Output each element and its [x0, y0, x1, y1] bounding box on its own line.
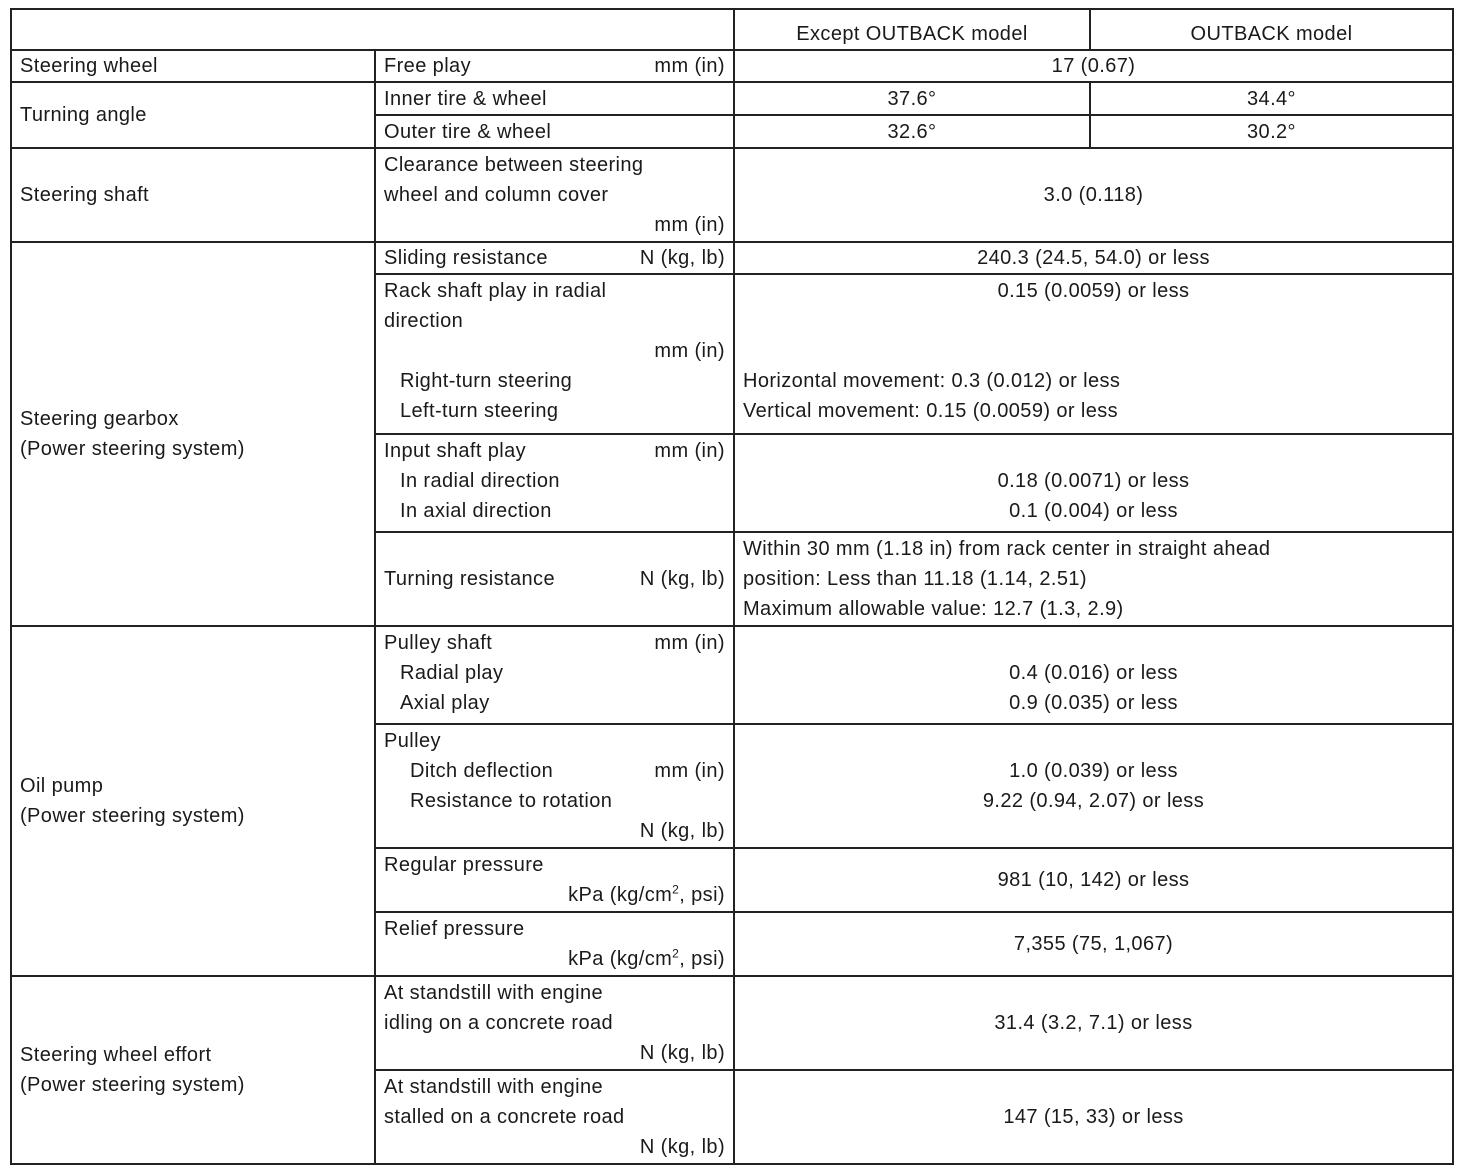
- ditch-deflection-item: Ditch deflection: [410, 760, 554, 782]
- turning-resistance-item-cell: [375, 532, 734, 626]
- steering-shaft-label: Steering shaft: [11, 148, 375, 242]
- relief-pressure-item-cell: [375, 912, 734, 976]
- free-play-item: Free play: [384, 55, 471, 77]
- header-outback: OUTBACK model: [1090, 9, 1453, 50]
- idling-item-line2: idling on a concrete road: [384, 1012, 614, 1034]
- relief-pressure-item: Relief pressure: [384, 918, 525, 940]
- inner-tire-except-value: 37.6°: [734, 82, 1090, 115]
- free-play-unit: mm (in): [654, 55, 725, 77]
- regular-pressure-value: 981 (10, 142) or less: [734, 848, 1453, 912]
- gearbox-label-line1: Steering gearbox: [20, 408, 179, 430]
- rack-shaft-unit: mm (in): [654, 340, 725, 362]
- turning-resistance-line2: position: Less than 11.18 (1.14, 2.51): [743, 568, 1087, 590]
- ditch-deflection-unit: mm (in): [654, 760, 725, 782]
- outer-tire-outback-value: 30.2°: [1090, 115, 1453, 148]
- sliding-resistance-value: 240.3 (24.5, 54.0) or less: [734, 242, 1453, 274]
- stalled-value: 147 (15, 33) or less: [734, 1070, 1453, 1164]
- pulley-shaft-item-cell: [375, 626, 734, 724]
- inner-tire-outback-value: 34.4°: [1090, 82, 1453, 115]
- clearance-value: 3.0 (0.118): [734, 148, 1453, 242]
- input-shaft-unit: mm (in): [654, 440, 725, 462]
- stalled-unit: N (kg, lb): [639, 1136, 725, 1158]
- regular-pressure-item-cell: [375, 848, 734, 912]
- oil-pump-label-cell: [11, 626, 375, 976]
- pulley-shaft-value-cell: [734, 626, 1453, 724]
- left-turn-steering: Left-turn steering: [400, 400, 559, 422]
- relief-pressure-value: 7,355 (75, 1,067): [734, 912, 1453, 976]
- rack-shaft-item-line1: Rack shaft play in radial: [384, 280, 607, 302]
- stalled-item-line2: stalled on a concrete road: [384, 1106, 625, 1128]
- pulley-shaft-item: Pulley shaft: [384, 632, 493, 654]
- effort-idling-item-cell: [375, 976, 734, 1070]
- turning-angle-inner-row: [11, 82, 1453, 115]
- effort-idling-row: [11, 976, 1453, 1070]
- sliding-resistance-row: [11, 242, 1453, 274]
- idling-unit: N (kg, lb): [639, 1042, 725, 1064]
- idling-value: 31.4 (3.2, 7.1) or less: [734, 976, 1453, 1070]
- steering-wheel-row: [11, 50, 1453, 82]
- axial-play-value: 0.9 (0.035) or less: [1009, 692, 1178, 714]
- turning-resistance-value-cell: [734, 532, 1453, 626]
- pulley-item-cell: [375, 724, 734, 848]
- pulley-shaft-unit: mm (in): [654, 632, 725, 654]
- free-play-value: 17 (0.67): [734, 50, 1453, 82]
- axial-play-item: Axial play: [400, 692, 490, 714]
- effort-stalled-item-cell: [375, 1070, 734, 1164]
- idling-item-line1: At standstill with engine: [384, 982, 604, 1004]
- radial-play-value: 0.4 (0.016) or less: [1009, 662, 1178, 684]
- steering-wheel-item-cell: [375, 50, 734, 82]
- rack-shaft-value-cell: [734, 274, 1453, 434]
- sliding-resistance-item-cell: [375, 242, 734, 274]
- input-shaft-item: Input shaft play: [384, 440, 527, 462]
- gearbox-label-cell: [11, 242, 375, 626]
- right-turn-steering: Right-turn steering: [400, 370, 573, 392]
- turning-resistance-item: Turning resistance: [384, 568, 555, 590]
- stalled-item-line1: At standstill with engine: [384, 1076, 604, 1098]
- input-axial-item: In axial direction: [400, 500, 552, 522]
- pulley-item: Pulley: [384, 730, 441, 752]
- pulley-shaft-row: [11, 626, 1453, 724]
- specifications-sheet: [10, 8, 1452, 1165]
- turning-resistance-line3: Maximum allowable value: 12.7 (1.3, 2.9): [743, 598, 1124, 620]
- regular-pressure-item: Regular pressure: [384, 854, 544, 876]
- turning-angle-label: Turning angle: [11, 82, 375, 148]
- turning-resistance-unit: N (kg, lb): [639, 568, 725, 590]
- sliding-resistance-item: Sliding resistance: [384, 247, 548, 269]
- outer-tire-except-value: 32.6°: [734, 115, 1090, 148]
- header-except-outback: Except OUTBACK model: [734, 9, 1090, 50]
- effort-label-line2: (Power steering system): [20, 1074, 245, 1096]
- sliding-resistance-unit: N (kg, lb): [639, 247, 725, 269]
- clearance-unit: mm (in): [654, 214, 725, 236]
- specifications-table: [10, 8, 1454, 1165]
- steering-shaft-item-cell: [375, 148, 734, 242]
- input-radial-value: 0.18 (0.0071) or less: [997, 470, 1190, 492]
- rack-shaft-value: 0.15 (0.0059) or less: [997, 280, 1190, 302]
- input-shaft-value-cell: [734, 434, 1453, 532]
- rack-shaft-item-line2: direction: [384, 310, 464, 332]
- steering-shaft-row: [11, 148, 1453, 242]
- effort-label-line1: Steering wheel effort: [20, 1044, 212, 1066]
- header-row: [11, 9, 1453, 50]
- horizontal-movement: Horizontal movement: 0.3 (0.012) or less: [743, 370, 1121, 392]
- turning-resistance-line1: Within 30 mm (1.18 in) from rack center in straight ahead: [743, 538, 1271, 560]
- outer-tire-item: Outer tire & wheel: [375, 115, 734, 148]
- oil-pump-label-line2: (Power steering system): [20, 805, 245, 827]
- input-axial-value: 0.1 (0.004) or less: [1009, 500, 1178, 522]
- resistance-rotation-unit: N (kg, lb): [639, 820, 725, 842]
- radial-play-item: Radial play: [400, 662, 504, 684]
- resistance-rotation-item: Resistance to rotation: [410, 790, 613, 812]
- clearance-item-line1: Clearance between steering: [384, 154, 644, 176]
- input-radial-item: In radial direction: [400, 470, 560, 492]
- steering-wheel-label: Steering wheel: [11, 50, 375, 82]
- inner-tire-item: Inner tire & wheel: [375, 82, 734, 115]
- header-blank-cell: [11, 9, 734, 50]
- rack-shaft-item-cell: [375, 274, 734, 434]
- clearance-item-line2: wheel and column cover: [384, 184, 609, 206]
- ditch-deflection-value: 1.0 (0.039) or less: [1009, 760, 1178, 782]
- relief-pressure-unit: kPa ($kg/cm^2$, psi): [568, 946, 725, 970]
- oil-pump-label-line1: Oil pump: [20, 775, 104, 797]
- vertical-movement: Vertical movement: 0.15 (0.0059) or less: [743, 400, 1119, 422]
- effort-label-cell: [11, 976, 375, 1164]
- resistance-rotation-value: 9.22 (0.94, 2.07) or less: [982, 790, 1205, 812]
- gearbox-label-line2: (Power steering system): [20, 438, 245, 460]
- regular-pressure-unit: kPa ($kg/cm^2$, psi): [568, 882, 725, 906]
- input-shaft-item-cell: [375, 434, 734, 532]
- pulley-value-cell: [734, 724, 1453, 848]
